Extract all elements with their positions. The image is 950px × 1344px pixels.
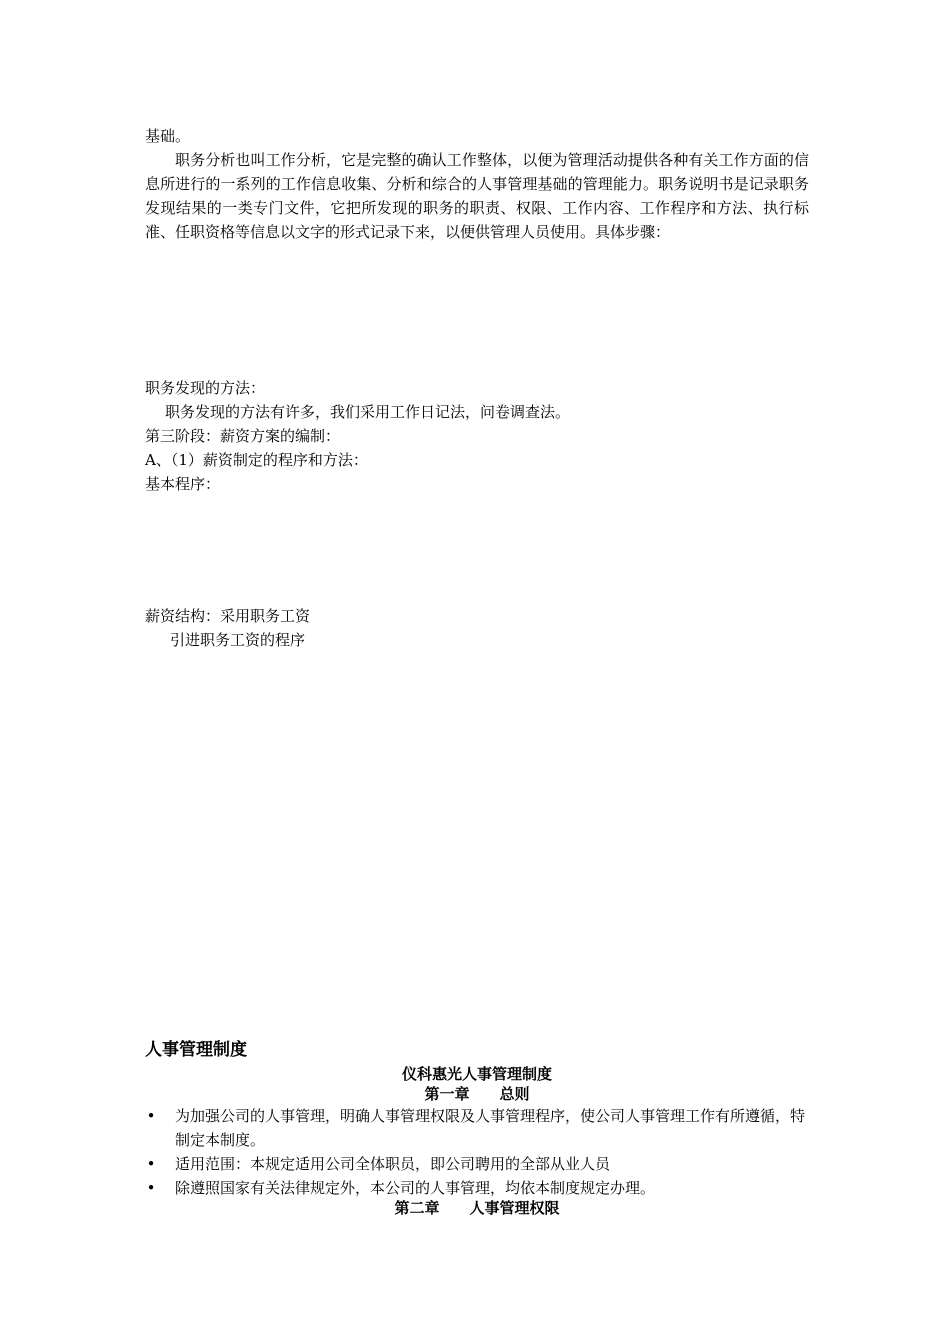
list-item-text: 为加强公司的人事管理，明确人事管理权限及人事管理程序，使公司人事管理工作有所遵循，特制定本制度。 [175,1107,806,1149]
salary-structure: 薪资结构：采用职务工资 [145,607,311,625]
method-title: 职务发现的方法： [145,379,266,397]
basic-procedure-label: 基本程序： [145,475,221,493]
chapter-1-heading: 第一章 总则 [424,1085,530,1103]
bullet-icon: • [146,1179,156,1197]
bullet-icon: • [146,1155,156,1173]
top-fragment: 基础。 [145,127,191,145]
method-text: 职务发现的方法有许多，我们采用工作日记法，问卷调查法。 [165,403,571,421]
list-item [145,1104,809,1152]
stage3-title: 第三阶段：薪资方案的编制： [145,427,341,445]
list-item-text: 除遵照国家有关法律规定外，本公司的人事管理，均依本制度规定办理。 [175,1179,656,1197]
list-item-text: 适用范围：本规定适用公司全体职员，即公司聘用的全部从业人员 [175,1155,611,1173]
salary-intro: 引进职务工资的程序 [170,631,306,649]
bullet-icon: • [146,1107,156,1125]
document-title: 仪科惠光人事管理制度 [401,1065,552,1083]
stage3-subitem-a: A、（1）薪资制定的程序和方法： [145,451,368,469]
chapter-2-heading: 第二章 人事管理权限 [394,1199,560,1217]
job-analysis-paragraph: 职务分析也叫工作分析，它是完整的确认工作整体，以便为管理活动提供各种有关工作方面的信息所进行的一系列的工作信息收集、分析和综合的人事管理基础的管理能力。职务说明书是记录职务发现结果的一类专门文件，它把所发现的职务的职责、权限、工作内容、工作程序和方法、执行标准、任职资格等信息以文字的形式记录下来，以便供管理人员使用。具体步骤： [145,151,809,241]
general-rules-list [145,1104,809,1200]
hr-heading: 人事管理制度 [145,1040,247,1060]
list-item [145,1152,809,1176]
